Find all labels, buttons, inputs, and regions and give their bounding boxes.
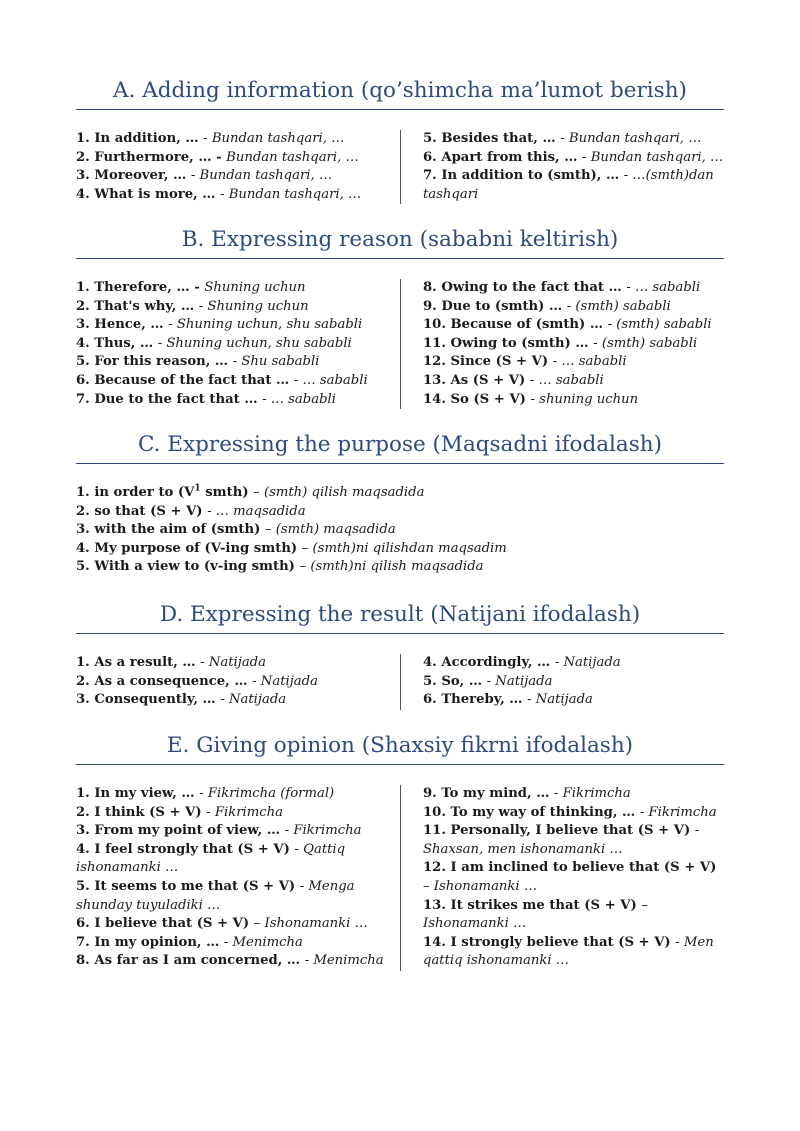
list-item: 9. Due to (smth) … - (smth) sababli — [423, 298, 671, 314]
section-divider — [76, 258, 724, 259]
list-item: 4. Thus, … - Shuning uchun, shu sababli — [76, 335, 352, 351]
list-item: 12. Since (S + V) - … sababli — [423, 354, 627, 370]
left-column — [76, 130, 401, 204]
list-item: 5. With a view to (v-ing smth) – (smth)ni qilish maqsadida — [76, 559, 484, 575]
section-title: A. Adding information (qo’shimcha ma’lumot berish) — [113, 78, 687, 103]
list-item: 13. It strikes me that (S + V) – Ishonamanki … — [423, 897, 648, 932]
right-column — [401, 279, 724, 409]
list-item: 3. Hence, … - Shuning uchun, shu sababli — [76, 317, 363, 333]
list-item: 9. To my mind, … - Fikrimcha — [423, 786, 631, 801]
list-item: 6. I believe that (S + V) – Ishonamanki … — [76, 916, 368, 932]
list-item: 3. Consequently, … - Natijada — [76, 692, 287, 708]
list-item: 1. in order to ($V^1$ smth) – (smth) qilish maqsadida — [76, 483, 425, 500]
list-item: 2. Furthermore, … - Bundan tashqari, … — [76, 149, 359, 165]
list-item: 5. So, … - Natijada — [423, 673, 553, 689]
right-column — [401, 130, 724, 204]
left-column — [76, 279, 401, 409]
list-item: 11. Personally, I believe that (S + V) - Shaxsan, men ishonamanki … — [423, 823, 700, 857]
list-item: 10. Because of (smth) … - (smth) sababli — [423, 317, 712, 333]
section-divider — [76, 463, 724, 464]
list-item: 5. For this reason, … - Shu sababli — [76, 354, 320, 370]
list-item: 1. In addition, … - Bundan tashqari, … — [76, 131, 345, 146]
list-item: 2. so that (S + V) - … maqsadida — [76, 503, 306, 519]
section-columns — [76, 785, 724, 971]
list-item: 2. I think (S + V) - Fikrimcha — [76, 804, 283, 820]
section-columns — [76, 130, 724, 204]
left-column — [76, 785, 401, 971]
list-item: 2. As a consequence, … - Natijada — [76, 673, 318, 689]
list-item: 3. Moreover, … - Bundan tashqari, … — [76, 168, 333, 184]
list-item: 6. Because of the fact that … - … sababli — [76, 372, 368, 388]
list-item: 3. From my point of view, … - Fikrimcha — [76, 823, 362, 839]
section-columns — [76, 484, 724, 577]
list-item: 4. Accordingly, … - Natijada — [423, 655, 621, 670]
list-item: 2. That's why, … - Shuning uchun — [76, 298, 309, 314]
right-column — [401, 654, 724, 710]
right-column — [401, 785, 724, 971]
list-item: 4. I feel strongly that (S + V) - Qattiq ishonamanki … — [76, 841, 346, 876]
section-adding-information — [76, 76, 724, 204]
list-item: 3. with the aim of (smth) – (smth) maqsadida — [76, 522, 396, 538]
section-divider — [76, 109, 724, 110]
list-item: 7. In my opinion, … - Menimcha — [76, 934, 303, 950]
section-title: C. Expressing the purpose (Maqsadni ifodalash) — [137, 432, 663, 457]
section-divider — [76, 633, 724, 634]
section-expressing-result — [76, 600, 724, 710]
list-item: 1. Therefore, … - Shuning uchun — [76, 280, 306, 295]
list-item: 5. Besides that, … - Bundan tashqari, … — [423, 131, 702, 146]
list-item: 7. Due to the fact that … - … sababli — [76, 391, 336, 407]
list-item: 14. So (S + V) - shuning uchun — [423, 391, 639, 407]
list-item: 10. To my way of thinking, … - Fikrimcha — [423, 804, 717, 820]
section-columns — [76, 279, 724, 409]
list-item: 1. In my view, … - Fikrimcha (formal) — [76, 786, 335, 801]
full-column — [76, 484, 724, 577]
left-column — [76, 654, 401, 710]
section-title: E. Giving opinion (Shaxsiy fikrni ifodalash) — [166, 733, 634, 758]
list-item: 6. Apart from this, … - Bundan tashqari, … — [423, 149, 724, 165]
list-item: 8. Owing to the fact that … - … sababli — [423, 280, 701, 295]
list-item: 5. It seems to me that (S + V) - Menga shunday tuyuladiki … — [76, 878, 355, 913]
list-item: 7. In addition to (smth), … - …(smth)dan tashqari — [423, 168, 714, 202]
list-item: 8. As far as I am concerned, … - Menimcha — [76, 953, 384, 969]
section-giving-opinion — [76, 731, 724, 971]
list-item: 11. Owing to (smth) … - (smth) sababli — [423, 335, 698, 351]
section-title: B. Expressing reason (sababni keltirish) — [181, 227, 619, 252]
section-title: D. Expressing the result (Natijani ifodalash) — [159, 602, 641, 627]
list-item: 4. My purpose of (V-ing smth) – (smth)ni qilishdan maqsadim — [76, 540, 507, 556]
list-item: 12. I am inclined to believe that (S + V) – Ishonamanki … — [423, 860, 717, 894]
list-item: 4. What is more, … - Bundan tashqari, … — [76, 186, 362, 202]
list-item: 1. As a result, … - Natijada — [76, 655, 266, 670]
list-item: 14. I strongly believe that (S + V) - Men qattiq ishonamanki … — [423, 934, 714, 969]
list-item: 13. As (S + V) - … sababli — [423, 372, 604, 388]
section-expressing-purpose — [76, 430, 724, 577]
section-columns — [76, 654, 724, 710]
list-item: 6. Thereby, … - Natijada — [423, 692, 593, 708]
section-divider — [76, 764, 724, 765]
section-expressing-reason — [76, 225, 724, 409]
